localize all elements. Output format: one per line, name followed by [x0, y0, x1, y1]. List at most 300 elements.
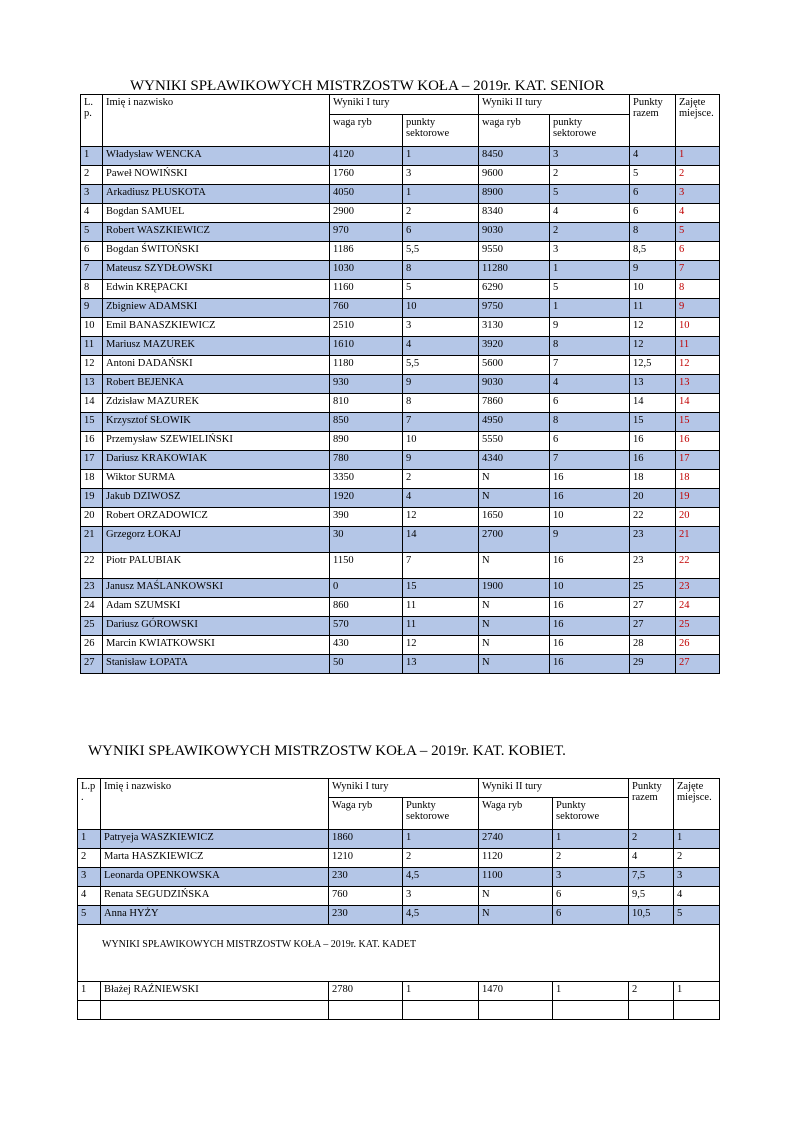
table-row — [78, 982, 720, 1001]
name-cell: Piotr PALUBIAK — [103, 553, 330, 579]
empty-row — [78, 1001, 720, 1020]
lp-cell: 1 — [81, 147, 103, 166]
weight1-cell: 1610 — [330, 337, 403, 356]
points2-cell: 10 — [550, 579, 630, 598]
name-cell: Arkadiusz PŁUSKOTA — [103, 185, 330, 204]
points1-cell: 1 — [403, 147, 479, 166]
weight1-cell: 930 — [330, 375, 403, 394]
weight1-cell: 970 — [330, 223, 403, 242]
points2-cell: 16 — [550, 636, 630, 655]
total-cell: 10,5 — [629, 906, 674, 925]
name-cell: Adam SZUMSKI — [103, 598, 330, 617]
name-cell: Leonarda OPENKOWSKA — [101, 868, 329, 887]
weight1-cell: 2900 — [330, 204, 403, 223]
weight2-cell: 1900 — [479, 579, 550, 598]
place-cell: 19 — [676, 489, 720, 508]
place-header: Zajęte miejsce. — [674, 779, 720, 830]
total-cell: 13 — [630, 375, 676, 394]
senior-rows — [81, 147, 720, 674]
points2-cell: 5 — [550, 280, 630, 299]
table-row — [81, 299, 720, 318]
place-cell: 9 — [676, 299, 720, 318]
total-cell: 4 — [630, 147, 676, 166]
weight2-cell: N — [479, 636, 550, 655]
table-row — [81, 579, 720, 598]
points1-cell: 15 — [403, 579, 479, 598]
points2-cell: 8 — [550, 337, 630, 356]
weight1-cell: 1180 — [330, 356, 403, 375]
table-row — [78, 887, 720, 906]
lp-cell: 24 — [81, 598, 103, 617]
table-row — [81, 394, 720, 413]
points2-cell: 8 — [550, 413, 630, 432]
place-header: Zajęte miejsce. — [676, 95, 720, 147]
place-cell: 22 — [676, 553, 720, 579]
table-row — [81, 356, 720, 375]
place-cell: 21 — [676, 527, 720, 553]
weight2-cell: 2700 — [479, 527, 550, 553]
place-cell: 2 — [676, 166, 720, 185]
lp-cell: 16 — [81, 432, 103, 451]
weight1-cell: 1860 — [329, 830, 403, 849]
points2-cell: 6 — [550, 432, 630, 451]
weight1-header: Waga ryb — [329, 798, 403, 830]
points2-cell: 16 — [550, 489, 630, 508]
table-row — [81, 553, 720, 579]
name-cell: Władysław WENCKA — [103, 147, 330, 166]
name-cell: Mateusz SZYDŁOWSKI — [103, 261, 330, 280]
weight1-cell: 4120 — [330, 147, 403, 166]
lp-cell: 26 — [81, 636, 103, 655]
lp-cell: 1 — [78, 830, 101, 849]
weight2-cell: 9030 — [479, 223, 550, 242]
points1-cell: 1 — [403, 830, 479, 849]
weight1-cell: 2510 — [330, 318, 403, 337]
points2-cell: 4 — [550, 375, 630, 394]
total-cell: 23 — [630, 527, 676, 553]
weight2-cell: 9600 — [479, 166, 550, 185]
lp-cell: 18 — [81, 470, 103, 489]
lp-cell: 11 — [81, 337, 103, 356]
weight2-cell: 4950 — [479, 413, 550, 432]
name-cell: Paweł NOWIŃSKI — [103, 166, 330, 185]
lp-cell: 8 — [81, 280, 103, 299]
weight1-cell: 1210 — [329, 849, 403, 868]
total-cell: 12 — [630, 337, 676, 356]
kobiet-title: WYNIKI SPŁAWIKOWYCH MISTRZOSTW KOŁA – 2019r. KAT. KOBIET. — [88, 743, 566, 759]
name-cell: Przemysław SZEWIELIŃSKI — [103, 432, 330, 451]
weight2-cell: 9030 — [479, 375, 550, 394]
total-cell: 5 — [630, 166, 676, 185]
points1-cell: 3 — [403, 887, 479, 906]
weight2-cell: 8340 — [479, 204, 550, 223]
weight2-cell: N — [479, 553, 550, 579]
weight1-cell: 570 — [330, 617, 403, 636]
table-row — [81, 508, 720, 527]
name-cell: Marta HASZKIEWICZ — [101, 849, 329, 868]
round2-header: Wyniki II tury — [479, 95, 630, 115]
points1-cell: 3 — [403, 318, 479, 337]
place-cell: 18 — [676, 470, 720, 489]
table-row — [78, 849, 720, 868]
points2-cell: 10 — [550, 508, 630, 527]
place-cell: 6 — [676, 242, 720, 261]
points2-cell: 16 — [550, 617, 630, 636]
weight1-cell: 850 — [330, 413, 403, 432]
points2-cell: 6 — [553, 887, 629, 906]
weight2-cell: N — [479, 598, 550, 617]
name-cell: Grzegorz ŁOKAJ — [103, 527, 330, 553]
points2-cell: 3 — [550, 242, 630, 261]
points2-cell: 2 — [553, 849, 629, 868]
weight2-cell: N — [479, 470, 550, 489]
name-cell: Renata SEGUDZIŃSKA — [101, 887, 329, 906]
weight1-cell: 1920 — [330, 489, 403, 508]
total-cell: 27 — [630, 598, 676, 617]
name-cell: Jakub DZIWOSZ — [103, 489, 330, 508]
place-cell: 10 — [676, 318, 720, 337]
points2-cell: 7 — [550, 356, 630, 375]
points1-cell: 6 — [403, 223, 479, 242]
weight2-cell: 1100 — [479, 868, 553, 887]
total-cell: 28 — [630, 636, 676, 655]
name-cell: Dariusz KRAKOWIAK — [103, 451, 330, 470]
table-row — [81, 489, 720, 508]
kobiet-results-table — [77, 778, 720, 1020]
lp-cell: 2 — [81, 166, 103, 185]
lp-header: L. p. — [81, 95, 103, 147]
points2-cell: 16 — [550, 553, 630, 579]
weight1-cell: 1186 — [330, 242, 403, 261]
total-cell: 29 — [630, 655, 676, 674]
lp-cell: 12 — [81, 356, 103, 375]
weight2-cell: N — [479, 617, 550, 636]
lp-cell: 22 — [81, 553, 103, 579]
weight1-cell: 390 — [330, 508, 403, 527]
place-cell: 27 — [676, 655, 720, 674]
table-row — [81, 636, 720, 655]
lp-cell: 4 — [81, 204, 103, 223]
place-cell: 13 — [676, 375, 720, 394]
place-cell: 3 — [676, 185, 720, 204]
weight2-cell: 1470 — [479, 982, 553, 1001]
lp-cell: 3 — [81, 185, 103, 204]
name-cell: Robert BEJENKA — [103, 375, 330, 394]
table-row — [81, 451, 720, 470]
weight2-cell: 11280 — [479, 261, 550, 280]
points1-cell: 12 — [403, 636, 479, 655]
weight1-cell: 0 — [330, 579, 403, 598]
total-cell: 4 — [629, 849, 674, 868]
points1-cell: 5,5 — [403, 242, 479, 261]
points2-cell: 16 — [550, 598, 630, 617]
points1-cell: 2 — [403, 204, 479, 223]
place-cell: 12 — [676, 356, 720, 375]
points2-cell: 9 — [550, 318, 630, 337]
total-cell: 2 — [629, 830, 674, 849]
points1-cell: 7 — [403, 413, 479, 432]
place-cell: 4 — [674, 887, 720, 906]
lp-cell: 23 — [81, 579, 103, 598]
name-cell: Dariusz GÓROWSKI — [103, 617, 330, 636]
points1-cell: 14 — [403, 527, 479, 553]
points1-cell: 4,5 — [403, 868, 479, 887]
lp-cell: 2 — [78, 849, 101, 868]
place-cell: 14 — [676, 394, 720, 413]
weight2-cell: 2740 — [479, 830, 553, 849]
place-cell: 26 — [676, 636, 720, 655]
total-cell: 11 — [630, 299, 676, 318]
kobiet-rows — [78, 830, 720, 925]
weight1-cell: 780 — [330, 451, 403, 470]
points2-cell: 1 — [550, 299, 630, 318]
points1-cell: 3 — [403, 166, 479, 185]
weight2-cell: N — [479, 887, 553, 906]
points2-cell: 16 — [550, 655, 630, 674]
weight2-cell: 3920 — [479, 337, 550, 356]
weight1-header: waga ryb — [330, 115, 403, 147]
place-cell: 15 — [676, 413, 720, 432]
name-cell: Mariusz MAZUREK — [103, 337, 330, 356]
points1-cell: 8 — [403, 394, 479, 413]
lp-cell: 10 — [81, 318, 103, 337]
weight2-cell: 8900 — [479, 185, 550, 204]
total-cell: 18 — [630, 470, 676, 489]
points1-cell: 5,5 — [403, 356, 479, 375]
lp-cell: 3 — [78, 868, 101, 887]
name-header: Imię i nazwisko — [101, 779, 329, 830]
points2-cell: 9 — [550, 527, 630, 553]
points1-cell: 4,5 — [403, 906, 479, 925]
weight2-cell: 5550 — [479, 432, 550, 451]
weight1-cell: 430 — [330, 636, 403, 655]
lp-cell: 13 — [81, 375, 103, 394]
total-cell: 7,5 — [629, 868, 674, 887]
points2-cell: 2 — [550, 166, 630, 185]
weight2-cell: 3130 — [479, 318, 550, 337]
points1-cell: 2 — [403, 849, 479, 868]
place-cell: 3 — [674, 868, 720, 887]
weight1-cell: 860 — [330, 598, 403, 617]
table-row — [81, 166, 720, 185]
points1-cell: 8 — [403, 261, 479, 280]
lp-cell: 5 — [78, 906, 101, 925]
points2-cell: 2 — [550, 223, 630, 242]
place-cell: 16 — [676, 432, 720, 451]
place-cell: 2 — [674, 849, 720, 868]
lp-cell: 20 — [81, 508, 103, 527]
place-cell: 1 — [674, 982, 720, 1001]
points1-cell: 1 — [403, 982, 479, 1001]
total-cell: 22 — [630, 508, 676, 527]
place-cell: 8 — [676, 280, 720, 299]
points1-cell: 4 — [403, 489, 479, 508]
total-cell: 27 — [630, 617, 676, 636]
weight1-cell: 1150 — [330, 553, 403, 579]
weight1-cell: 890 — [330, 432, 403, 451]
name-cell: Patryeja WASZKIEWICZ — [101, 830, 329, 849]
weight1-cell: 4050 — [330, 185, 403, 204]
name-cell: Marcin KWIATKOWSKI — [103, 636, 330, 655]
points2-cell: 3 — [550, 147, 630, 166]
lp-cell: 21 — [81, 527, 103, 553]
lp-cell: 1 — [78, 982, 101, 1001]
weight2-cell: N — [479, 489, 550, 508]
points2-header: Punkty sektorowe — [553, 798, 629, 830]
points1-cell: 2 — [403, 470, 479, 489]
place-cell: 11 — [676, 337, 720, 356]
points2-cell: 6 — [553, 906, 629, 925]
lp-header: L.p . — [78, 779, 101, 830]
lp-cell: 7 — [81, 261, 103, 280]
points1-cell: 9 — [403, 451, 479, 470]
table-row — [81, 242, 720, 261]
points2-cell: 1 — [553, 830, 629, 849]
table-row — [81, 147, 720, 166]
points2-cell: 16 — [550, 470, 630, 489]
total-cell: 9 — [630, 261, 676, 280]
weight2-header: waga ryb — [479, 115, 550, 147]
lp-cell: 25 — [81, 617, 103, 636]
weight1-cell: 1160 — [330, 280, 403, 299]
points1-header: Punkty sektorowe — [403, 798, 479, 830]
name-cell: Janusz MAŚLANKOWSKI — [103, 579, 330, 598]
weight1-cell: 760 — [329, 887, 403, 906]
table-row — [78, 906, 720, 925]
total-cell: 25 — [630, 579, 676, 598]
senior-title: WYNIKI SPŁAWIKOWYCH MISTRZOSTW KOŁA – 2019r. KAT. SENIOR — [130, 78, 605, 94]
lp-cell: 4 — [78, 887, 101, 906]
table-row — [81, 655, 720, 674]
total-cell: 10 — [630, 280, 676, 299]
place-cell: 4 — [676, 204, 720, 223]
weight1-cell: 810 — [330, 394, 403, 413]
total-cell: 8 — [630, 223, 676, 242]
weight1-cell: 760 — [330, 299, 403, 318]
name-header: Imię i nazwisko — [103, 95, 330, 147]
place-cell: 5 — [676, 223, 720, 242]
points2-cell: 5 — [550, 185, 630, 204]
points2-cell: 7 — [550, 451, 630, 470]
weight1-cell: 30 — [330, 527, 403, 553]
table-row — [81, 318, 720, 337]
lp-cell: 19 — [81, 489, 103, 508]
total-cell: 12 — [630, 318, 676, 337]
kadet-title: WYNIKI SPŁAWIKOWYCH MISTRZOSTW KOŁA – 2019r. KAT. KADET — [78, 925, 720, 982]
lp-cell: 27 — [81, 655, 103, 674]
lp-cell: 9 — [81, 299, 103, 318]
points2-cell: 3 — [553, 868, 629, 887]
weight1-cell: 1030 — [330, 261, 403, 280]
total-cell: 15 — [630, 413, 676, 432]
total-cell: 23 — [630, 553, 676, 579]
weight1-cell: 230 — [329, 868, 403, 887]
table-row — [81, 185, 720, 204]
round2-header: Wyniki II tury — [479, 779, 629, 798]
points2-cell: 6 — [550, 394, 630, 413]
weight2-cell: 5600 — [479, 356, 550, 375]
name-cell: Zdzisław MAZUREK — [103, 394, 330, 413]
table-row — [78, 830, 720, 849]
place-cell: 25 — [676, 617, 720, 636]
weight1-cell: 3350 — [330, 470, 403, 489]
round1-header: Wyniki I tury — [330, 95, 479, 115]
total-cell: 6 — [630, 204, 676, 223]
total-cell: 16 — [630, 432, 676, 451]
table-row — [81, 527, 720, 553]
name-cell: Bogdan SAMUEL — [103, 204, 330, 223]
name-cell: Zbigniew ADAMSKI — [103, 299, 330, 318]
name-cell: Antoni DADAŃSKI — [103, 356, 330, 375]
points1-cell: 1 — [403, 185, 479, 204]
lp-cell: 5 — [81, 223, 103, 242]
total-cell: 2 — [629, 982, 674, 1001]
table-row — [81, 375, 720, 394]
name-cell: Emil BANASZKIEWICZ — [103, 318, 330, 337]
weight1-cell: 230 — [329, 906, 403, 925]
points2-cell: 1 — [550, 261, 630, 280]
points1-cell: 10 — [403, 432, 479, 451]
total-cell: 20 — [630, 489, 676, 508]
weight2-cell: 1120 — [479, 849, 553, 868]
lp-cell: 17 — [81, 451, 103, 470]
lp-cell: 6 — [81, 242, 103, 261]
place-cell: 20 — [676, 508, 720, 527]
weight2-header: Waga ryb — [479, 798, 553, 830]
place-cell: 17 — [676, 451, 720, 470]
points1-cell: 4 — [403, 337, 479, 356]
place-cell: 23 — [676, 579, 720, 598]
place-cell: 24 — [676, 598, 720, 617]
weight2-cell: 8450 — [479, 147, 550, 166]
weight2-cell: N — [479, 655, 550, 674]
total-cell: 14 — [630, 394, 676, 413]
table-row — [81, 280, 720, 299]
name-cell: Robert WASZKIEWICZ — [103, 223, 330, 242]
points1-header: punkty sektorowe — [403, 115, 479, 147]
points1-cell: 11 — [403, 598, 479, 617]
name-cell: Edwin KRĘPACKI — [103, 280, 330, 299]
weight2-cell: 4340 — [479, 451, 550, 470]
total-cell: 9,5 — [629, 887, 674, 906]
name-cell: Krzysztof SŁOWIK — [103, 413, 330, 432]
weight2-cell: 6290 — [479, 280, 550, 299]
name-cell: Robert ORZADOWICZ — [103, 508, 330, 527]
total-cell: 8,5 — [630, 242, 676, 261]
round1-header: Wyniki I tury — [329, 779, 479, 798]
table-row — [81, 337, 720, 356]
weight1-cell: 1760 — [330, 166, 403, 185]
weight2-cell: 1650 — [479, 508, 550, 527]
points1-cell: 7 — [403, 553, 479, 579]
weight2-cell: 9750 — [479, 299, 550, 318]
table-row — [81, 223, 720, 242]
weight2-cell: N — [479, 906, 553, 925]
name-cell: Stanisław ŁOPATA — [103, 655, 330, 674]
total-cell: 6 — [630, 185, 676, 204]
table-row — [81, 617, 720, 636]
table-row — [81, 598, 720, 617]
weight1-cell: 50 — [330, 655, 403, 674]
points1-cell: 5 — [403, 280, 479, 299]
table-row — [81, 432, 720, 451]
lp-cell: 15 — [81, 413, 103, 432]
points1-cell: 12 — [403, 508, 479, 527]
total-header: Punkty razem — [630, 95, 676, 147]
name-cell: Błażej RAŹNIEWSKI — [101, 982, 329, 1001]
place-cell: 5 — [674, 906, 720, 925]
table-row — [81, 261, 720, 280]
